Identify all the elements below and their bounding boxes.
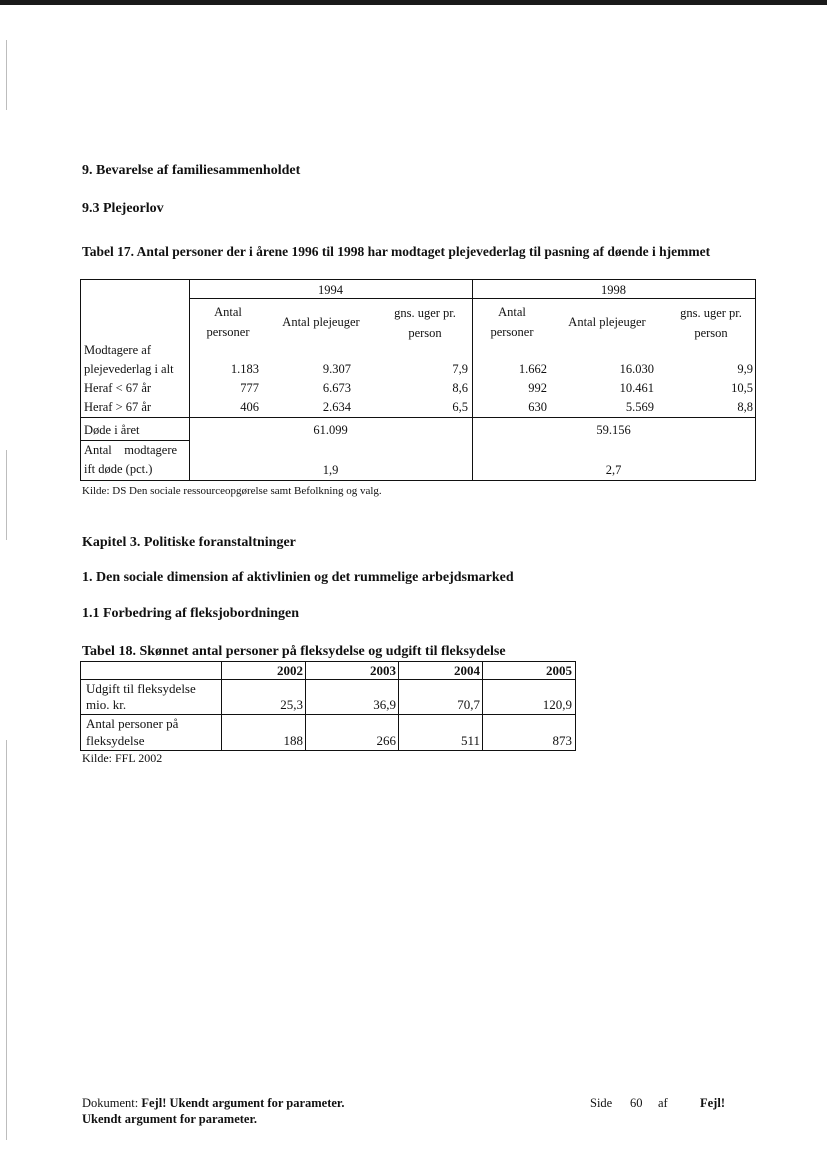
cell: 10.461 xyxy=(619,381,654,395)
footer-doc-label: Dokument: xyxy=(82,1096,139,1110)
table17-source: Kilde: DS Den sociale ressourceopgørelse samt Befolkning og valg. xyxy=(82,485,382,497)
row-label: mio. kr. xyxy=(86,697,127,712)
row-label: Antal personer på xyxy=(86,716,179,731)
cell: 70,7 xyxy=(457,697,480,712)
table-divider xyxy=(81,714,575,715)
year-header: 2004 xyxy=(454,663,480,678)
footer-doc-error: Fejl! Ukendt argument for parameter. xyxy=(141,1096,345,1110)
table-divider xyxy=(81,679,575,680)
table-divider xyxy=(81,440,190,441)
col-header-personer: personer xyxy=(206,325,250,339)
table17 xyxy=(80,279,756,481)
year-header: 2003 xyxy=(370,663,396,678)
year-header: 2002 xyxy=(277,663,303,678)
row-label: plejevederlag i alt xyxy=(84,362,174,376)
cell: 16.030 xyxy=(619,362,654,376)
row-label: Heraf < 67 år xyxy=(84,381,152,395)
table-divider xyxy=(189,298,755,299)
col-header-plejeuger: Antal plejeuger xyxy=(282,315,360,329)
year-header: 1998 xyxy=(601,283,626,297)
cell: 2,7 xyxy=(605,463,622,477)
year-header: 1994 xyxy=(318,283,343,297)
cell: 406 xyxy=(240,400,259,414)
chapter-heading: Kapitel 3. Politiske foranstaltninger xyxy=(82,535,296,550)
col-header-gns: gns. uger pr. xyxy=(394,306,456,320)
row-label: Udgift til fleksydelse xyxy=(86,681,196,696)
subsection-heading: 9.3 Plejeorlov xyxy=(82,201,164,216)
row-label: fleksydelse xyxy=(86,733,145,748)
cell: 1.662 xyxy=(518,362,547,376)
footer-page-label: Side xyxy=(590,1096,613,1110)
col-header-person: person xyxy=(408,326,442,340)
section-heading: 1. Den sociale dimension af aktivlinien og det rummelige arbejdsmarked xyxy=(82,570,514,585)
row-label: Modtagere af xyxy=(84,343,151,357)
col-header-antal: Antal xyxy=(214,305,242,319)
scan-margin-line xyxy=(6,740,7,1140)
cell: 25,3 xyxy=(280,697,303,712)
row-label: Heraf > 67 år xyxy=(84,400,152,414)
footer-doc-error-2: Ukendt argument for parameter. xyxy=(82,1112,257,1126)
row-label: Antal modtagere xyxy=(84,443,178,457)
table-divider xyxy=(81,417,755,418)
col-header-personer: personer xyxy=(490,325,534,339)
cell: 873 xyxy=(552,733,572,748)
cell: 266 xyxy=(376,733,396,748)
footer-page-total: Fejl! xyxy=(700,1096,725,1110)
cell: 5.569 xyxy=(625,400,654,414)
cell: 36,9 xyxy=(373,697,396,712)
footer-page-of: af xyxy=(658,1096,668,1110)
cell: 992 xyxy=(528,381,547,395)
cell: 9.307 xyxy=(322,362,351,376)
year-header: 2005 xyxy=(546,663,572,678)
table-divider xyxy=(189,280,190,480)
cell: 59.156 xyxy=(596,423,631,437)
cell: 188 xyxy=(283,733,303,748)
footer-document xyxy=(82,1096,344,1111)
col-header-plejeuger: Antal plejeuger xyxy=(568,315,646,329)
scan-top-border xyxy=(0,0,827,5)
row-label: ift døde (pct.) xyxy=(84,462,153,476)
cell: 1,9 xyxy=(322,463,339,477)
cell: 7,9 xyxy=(452,362,468,376)
cell: 120,9 xyxy=(542,697,572,712)
cell: 61.099 xyxy=(313,423,348,437)
section-heading: 9. Bevarelse af familiesammenholdet xyxy=(82,163,301,178)
table18-caption: Tabel 18. Skønnet antal personer på fleksydelse og udgift til fleksydelse xyxy=(82,644,506,659)
cell: 630 xyxy=(528,400,547,414)
table-divider xyxy=(221,662,222,750)
col-header-person: person xyxy=(694,326,728,340)
cell: 6,5 xyxy=(452,400,468,414)
col-header-gns: gns. uger pr. xyxy=(680,306,742,320)
subsection-heading: 1.1 Forbedring af fleksjobordningen xyxy=(82,606,300,621)
cell: 777 xyxy=(240,381,259,395)
table-divider xyxy=(398,662,399,750)
row-label: Døde i året xyxy=(84,423,140,437)
cell: 8,8 xyxy=(737,400,753,414)
table17-caption: Tabel 17. Antal personer der i årene 1996 til 1998 har modtaget plejevederlag til pasning af døende i hjemmet xyxy=(82,244,711,259)
table-divider xyxy=(482,662,483,750)
cell: 6.673 xyxy=(322,381,351,395)
cell: 8,6 xyxy=(452,381,468,395)
scan-margin-line xyxy=(6,40,7,110)
table18 xyxy=(80,661,576,751)
cell: 2.634 xyxy=(322,400,351,414)
cell: 1.183 xyxy=(230,362,259,376)
cell: 9,9 xyxy=(737,362,753,376)
table-divider xyxy=(472,280,473,480)
cell: 511 xyxy=(460,733,480,748)
footer-page-number: 60 xyxy=(630,1096,643,1110)
table18-source: Kilde: FFL 2002 xyxy=(82,751,163,765)
scan-margin-line xyxy=(6,450,7,540)
cell: 10,5 xyxy=(731,381,753,395)
table-divider xyxy=(305,662,306,750)
col-header-antal: Antal xyxy=(498,305,526,319)
